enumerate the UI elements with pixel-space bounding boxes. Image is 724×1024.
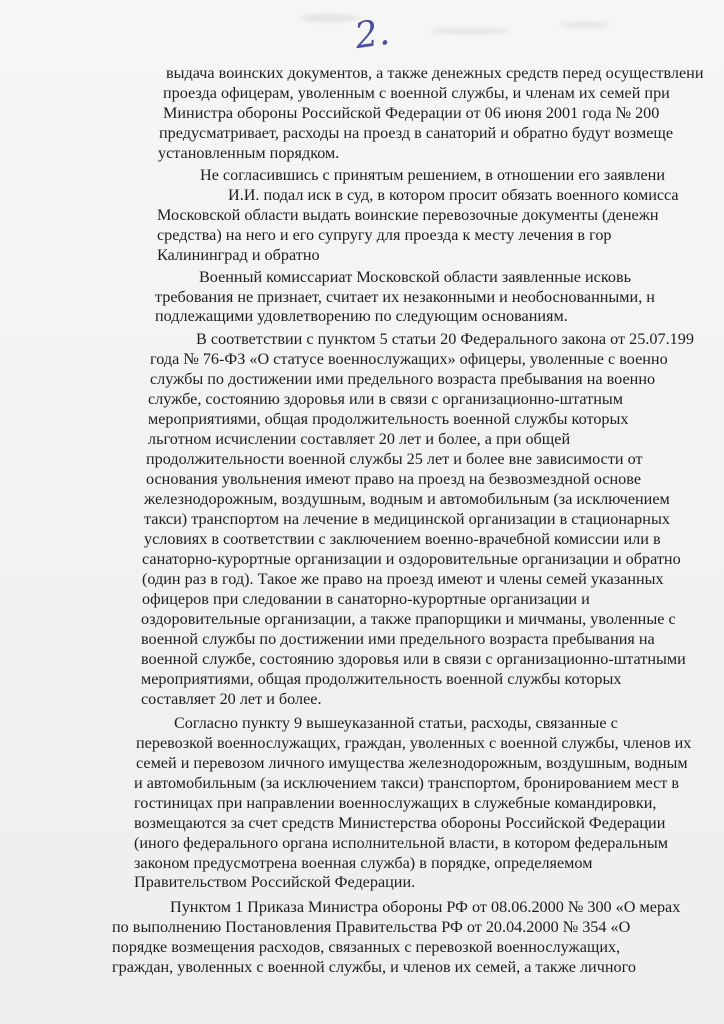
handwritten-page-number: 2. [352, 11, 393, 58]
text-line: военной службы по достижении ими предельного возраста пребывания на [141, 630, 655, 648]
text-line: (иного федерального органа исполнительной власти, в котором федеральным [134, 834, 668, 852]
text-line: Военный комиссариат Московской области заявленные исковь [199, 268, 632, 286]
text-line: службе, состоянию здоровья или в связи с организационно-штатным [148, 390, 624, 408]
text-line: И.И. подал иск в суд, в котором просит обязать военного комисса [228, 186, 679, 204]
text-line: составляет 20 лет и более. [141, 690, 322, 708]
text-line: Калининград и обратно [157, 246, 320, 264]
text-line: семей и перевозом личного имущества железнодорожным, воздушным, водным [136, 754, 688, 772]
text-line: железнодорожным, воздушным, водным и автомобильным (за исключением [144, 490, 670, 508]
text-line: средства) на него и его супругу для проезда к месту лечения в гор [157, 226, 612, 244]
text-line: предусматривает, расходы на проезд в санаторий и обратно будут возмеще [159, 124, 674, 142]
text-line: военной службе, состоянию здоровья или в связи с организационно-штатными [141, 650, 686, 668]
text-line: службы по достижении ими предельного возраста пребывания на военно [150, 370, 656, 388]
text-line: оздоровительные организации, а также прапорщики и мичманы, уволенные с [141, 610, 676, 628]
scan-smudge [300, 14, 360, 22]
text-line: Министра обороны Российской Федерации от 06 июня 2001 года № 200 [163, 104, 660, 122]
text-line: условиях в соответствии с заключением военно-врачебной комиссии или в [144, 530, 661, 548]
text-line: проезда офицерам, уволенным с военной службы, и членам их семей при [163, 84, 670, 102]
text-line: и автомобильным (за исключением такси) транспортом, бронированием мест в [134, 774, 680, 792]
text-line: подлежащими удовлетворению по следующим основаниям. [155, 307, 568, 325]
text-line: Правительством Российской Федерации. [134, 873, 416, 891]
text-line: года № 76-ФЗ «О статусе военнослужащих» офицеры, уволенные с военно [150, 350, 668, 368]
text-line: продолжительности военной службы 25 лет и более вне зависимости от [146, 450, 643, 468]
text-line: порядке возмещения расходов, связанных с перевозкой военнослужащих, [112, 938, 621, 956]
text-line: требования не признает, считает их незаконными и необоснованными, н [155, 288, 655, 306]
text-line: граждан, уволенных с военной службы, и членов их семей, а также личного [112, 958, 636, 976]
text-line: санаторно-курортные организации и оздоровительные организации и обратно [142, 550, 681, 568]
text-line: Не согласившись с принятым решением, в отношении его заявлени [200, 166, 665, 184]
text-line: мероприятиями, общая продолжительность военной службы которых [141, 670, 622, 688]
text-line: законом предусмотрена военная служба) в порядке, определяемом [134, 854, 593, 872]
text-line: такси) транспортом на лечение в медицинской организации в стационарных [144, 510, 670, 528]
scan-smudge [560, 22, 610, 28]
text-line: (один раз в год). Такое же право на проезд имеют и члены семей указанных [142, 570, 664, 588]
text-line: Пунктом 1 Приказа Министра обороны РФ от 08.06.2000 № 300 «О мерах [170, 898, 681, 916]
text-line: возмещаются за счет средств Министерства обороны Российской Федерации [134, 814, 666, 832]
text-line: Согласно пункту 9 вышеуказанной статьи, расходы, связанные с [174, 714, 618, 732]
text-line: гостиницах при направлении военнослужащих в служебные командировки, [134, 794, 657, 812]
text-line: выдача воинских документов, а также денежных средств перед осуществлени [166, 64, 704, 82]
text-line: основания увольнения имеют право на проезд на безвозмездной основе [146, 470, 642, 488]
scan-smudge [430, 28, 510, 34]
text-line: офицеров при следовании в санаторно-курортные организации и [142, 590, 590, 608]
text-line: установленным порядком. [158, 144, 340, 162]
text-line: Московской области выдать воинские перевозочные документы (денежн [157, 206, 659, 224]
text-line: мероприятиями, общая продолжительность военной службы которых [148, 410, 629, 428]
text-line: В соответствии с пунктом 5 статьи 20 Федерального закона от 25.07.199 [196, 330, 694, 348]
text-line: перевозкой военнослужащих, граждан, уволенных с военной службы, членов их [136, 734, 692, 752]
text-line: льготном исчислении составляет 20 лет и более, а при общей [148, 430, 571, 448]
text-line: по выполнению Постановления Правительства РФ от 20.04.2000 № 354 «О [112, 918, 631, 936]
